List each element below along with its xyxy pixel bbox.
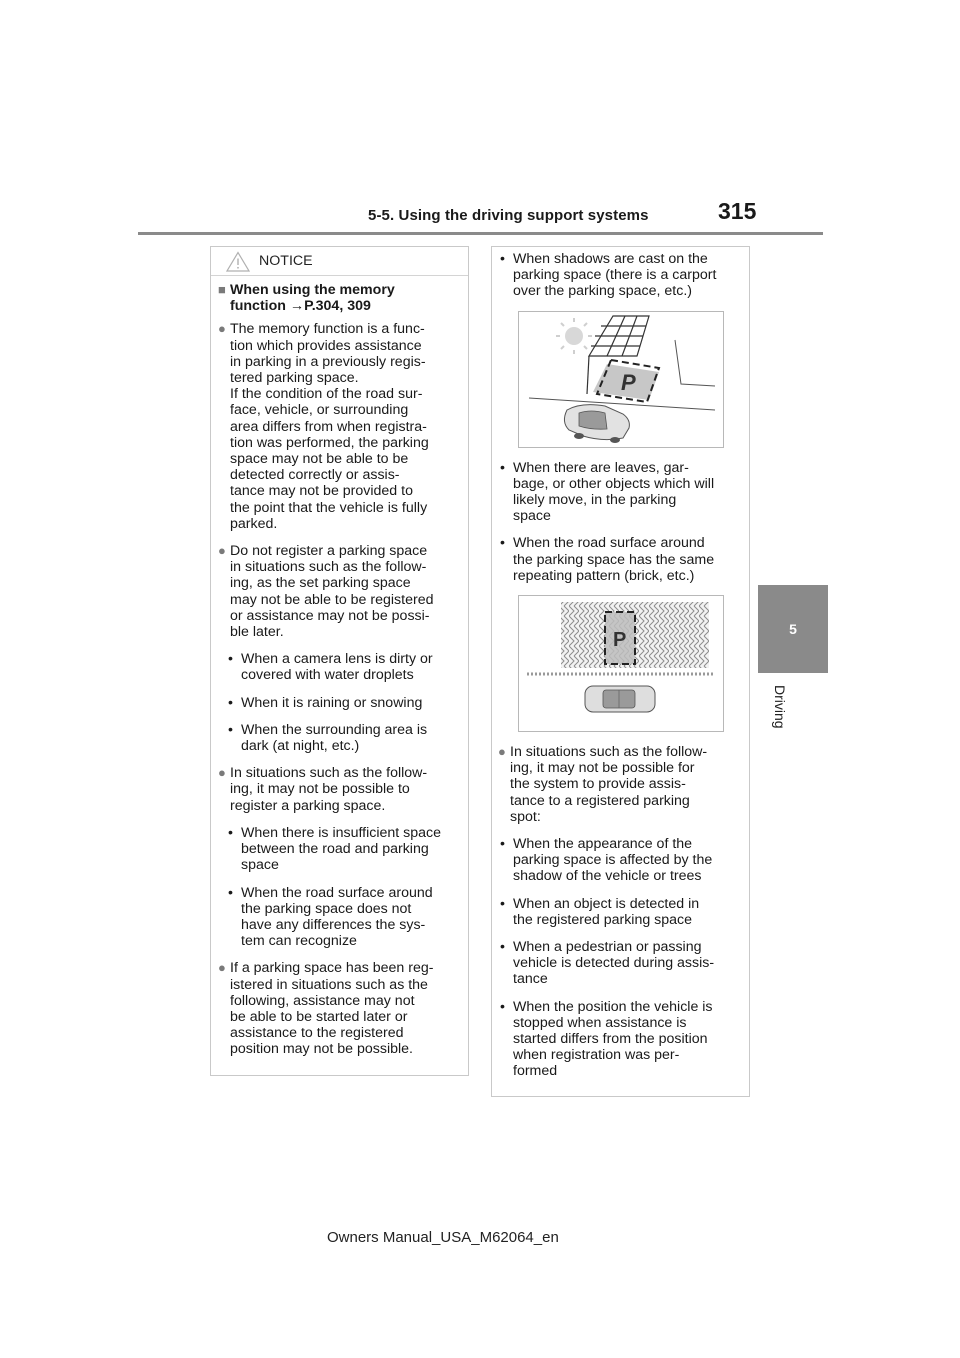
- car-icon: [564, 404, 629, 442]
- bullet-icon: •: [500, 939, 505, 956]
- item-text-line: tance to a registered parking: [510, 792, 690, 809]
- item-text-line: When the road surface around: [241, 884, 433, 901]
- circle-list-item: [218, 321, 462, 532]
- bullet-icon: •: [228, 824, 233, 841]
- item-text-line: When there are leaves, gar-: [513, 459, 689, 476]
- notice-items-right-mid: [492, 460, 749, 584]
- notice-box-right: [491, 246, 750, 1097]
- notice-title: NOTICE: [259, 253, 313, 269]
- item-text-line: dark (at night, etc.): [241, 738, 360, 755]
- item-text-line: the system to provide assis-: [510, 776, 686, 793]
- item-text-line: over the parking space, etc.): [513, 283, 693, 300]
- header-rule: [138, 232, 823, 235]
- item-text-line: tem can recognize: [241, 933, 357, 950]
- item-text-line: ing, it may not be possible to: [230, 781, 410, 798]
- bullet-icon: •: [500, 251, 505, 267]
- circle-bullet-icon: ●: [218, 543, 226, 559]
- square-bullet-icon: ■: [218, 282, 226, 297]
- bullet-icon: •: [228, 651, 233, 668]
- bullet-list-item: [500, 896, 749, 928]
- item-text: [513, 836, 712, 885]
- bullet-list-item: [228, 885, 462, 950]
- item-text-line: tion was performed, the parking: [230, 434, 429, 451]
- brick-pattern-illustration: [518, 595, 724, 732]
- circle-bullet-icon: ●: [218, 960, 226, 976]
- item-text-line: In situations such as the follow-: [230, 765, 428, 782]
- item-text-line: area differs from when registra-: [230, 418, 427, 435]
- car-icon: [585, 686, 655, 712]
- item-text-line: vehicle is detected during assis-: [513, 955, 715, 972]
- item-text: [230, 765, 427, 814]
- item-text-line: tance may not be provided to: [230, 483, 413, 500]
- item-text-line: Do not register a parking space: [230, 543, 428, 560]
- bullet-list-item: [228, 651, 462, 683]
- circle-list-item: [218, 543, 462, 640]
- item-text-line: the parking space does not: [241, 900, 412, 917]
- item-text: [513, 251, 716, 300]
- item-text-line: parking space (there is a carport: [513, 267, 717, 284]
- bullet-list-item: [228, 695, 462, 711]
- page-number: 315: [718, 198, 757, 224]
- item-text-line: When shadows are cast on the: [513, 251, 708, 267]
- item-text-line: between the road and parking: [241, 841, 429, 858]
- memory-function-heading: [218, 282, 462, 314]
- heading-line: function →P.304, 309: [230, 298, 371, 315]
- item-text: [513, 535, 714, 584]
- item-text-line: detected correctly or assis-: [230, 467, 400, 484]
- circle-bullet-icon: ●: [498, 744, 506, 760]
- circle-list-item: [218, 765, 462, 814]
- bullet-list-item: [228, 722, 462, 754]
- item-text-line: If a parking space has been reg-: [230, 960, 434, 977]
- item-text-line: When a pedestrian or passing: [513, 939, 702, 956]
- bullet-icon: •: [500, 895, 505, 912]
- item-text-line: may not be able to be registered: [230, 591, 434, 608]
- bullet-list-item: [500, 251, 749, 300]
- item-text-line: istered in situations such as the: [230, 976, 428, 993]
- item-text-line: When the surrounding area is: [241, 721, 428, 738]
- item-text-line: space: [241, 857, 279, 874]
- item-text-line: have any differences the sys-: [241, 916, 426, 933]
- item-text-line: In situations such as the follow-: [510, 744, 708, 761]
- item-text-line: tion which provides assistance: [230, 337, 422, 354]
- item-text-line: When a camera lens is dirty or: [241, 651, 433, 668]
- item-text: [241, 825, 441, 874]
- bullet-list-item: [228, 825, 462, 874]
- item-text-line: parked.: [230, 515, 278, 532]
- item-text: [241, 651, 433, 683]
- notice-box-left: [210, 246, 469, 1076]
- item-text-line: stopped when assistance is: [513, 1014, 687, 1031]
- bullet-list-item: [500, 460, 749, 525]
- bullet-icon: •: [500, 836, 505, 853]
- circle-list-item: [498, 744, 749, 825]
- item-text-line: the point that the vehicle is fully: [230, 499, 428, 516]
- item-text-line: formed: [513, 1063, 558, 1080]
- item-text-line: in situations such as the follow-: [230, 559, 427, 576]
- item-text-line: assistance to the registered: [230, 1025, 404, 1042]
- bullet-icon: •: [228, 884, 233, 901]
- heading-line: When using the memory: [230, 282, 395, 298]
- parking-p-label: P: [621, 369, 636, 395]
- circle-bullet-icon: ●: [218, 321, 226, 337]
- item-text-line: parking space is affected by the: [513, 852, 713, 869]
- item-text: [230, 543, 433, 640]
- item-text-line: ing, it may not be possible for: [510, 760, 695, 777]
- manual-id-footer: Owners Manual_USA_M62064_en: [327, 1229, 559, 1246]
- item-text-line: When the road surface around: [513, 535, 705, 552]
- item-text-line: If the condition of the road sur-: [230, 386, 423, 403]
- item-text: [241, 722, 427, 754]
- item-text-line: the registered parking space: [513, 911, 693, 928]
- item-text-line: When the appearance of the: [513, 836, 693, 853]
- notice-items-left: [218, 321, 462, 1057]
- item-text-line: the parking space has the same: [513, 551, 715, 568]
- item-text-line: ing, as the set parking space: [230, 575, 411, 592]
- circle-list-item: [218, 960, 462, 1057]
- item-text-line: tered parking space.: [230, 370, 359, 387]
- item-text-line: likely move, in the parking: [513, 492, 677, 509]
- item-text: [513, 999, 713, 1080]
- bullet-icon: •: [228, 721, 233, 738]
- item-text-line: register a parking space.: [230, 797, 386, 814]
- item-text-line: When it is raining or snowing: [241, 694, 423, 711]
- item-text-line: When there is insufficient space: [241, 824, 442, 841]
- bullet-list-item: [500, 999, 749, 1080]
- item-text-line: space may not be able to be: [230, 451, 409, 468]
- bullet-list-item: [500, 535, 749, 584]
- item-text: [241, 885, 433, 950]
- item-text-line: when registration was per-: [513, 1047, 680, 1064]
- bullet-list-item: [500, 939, 749, 988]
- item-text-line: repeating pattern (brick, etc.): [513, 567, 695, 584]
- item-text: [230, 960, 433, 1057]
- section-title: 5-5. Using the driving support systems: [368, 207, 649, 224]
- item-text-line: bage, or other objects which will: [513, 475, 715, 492]
- item-text-line: position may not be possible.: [230, 1041, 413, 1058]
- bullet-icon: •: [500, 535, 505, 552]
- item-text-line: in parking in a previously regis-: [230, 353, 426, 370]
- item-text-line: face, vehicle, or surrounding: [230, 402, 409, 419]
- circle-bullet-icon: ●: [218, 765, 226, 781]
- sun-icon: [556, 318, 592, 354]
- notice-items-right-top: [492, 251, 749, 300]
- parking-p-label: P: [613, 629, 627, 652]
- bullet-list-item: [500, 836, 749, 885]
- chapter-number: 5: [789, 621, 797, 637]
- item-text-line: covered with water droplets: [241, 667, 414, 684]
- item-text-line: ble later.: [230, 624, 284, 641]
- item-text: [513, 939, 714, 988]
- item-text-line: following, assistance may not: [230, 992, 415, 1009]
- chapter-label: Driving: [772, 685, 788, 729]
- item-text: [241, 695, 422, 711]
- item-text-line: or assistance may not be possi-: [230, 607, 430, 624]
- item-text-line: When the position the vehicle is: [513, 998, 713, 1015]
- item-text-line: tance: [513, 971, 548, 988]
- item-text-line: spot:: [510, 808, 541, 825]
- item-text: [513, 460, 714, 525]
- item-text: [230, 321, 429, 532]
- item-text-line: When an object is detected in: [513, 895, 700, 912]
- item-text: [513, 896, 699, 928]
- item-text: [510, 744, 707, 825]
- bullet-icon: •: [500, 459, 505, 476]
- item-text-line: The memory function is a func-: [230, 321, 425, 338]
- notice-items-right-bottom: [492, 744, 749, 1080]
- item-text-line: be able to be started later or: [230, 1008, 408, 1025]
- item-text-line: started differs from the position: [513, 1031, 708, 1048]
- chapter-tab: [758, 585, 828, 673]
- notice-header: [211, 247, 468, 276]
- bullet-icon: •: [228, 694, 233, 711]
- bullet-icon: •: [500, 998, 505, 1015]
- carport-shadow-illustration: [518, 311, 724, 448]
- item-text-line: space: [513, 508, 551, 525]
- item-text-line: shadow of the vehicle or trees: [513, 868, 702, 885]
- warning-triangle-icon: [226, 251, 250, 272]
